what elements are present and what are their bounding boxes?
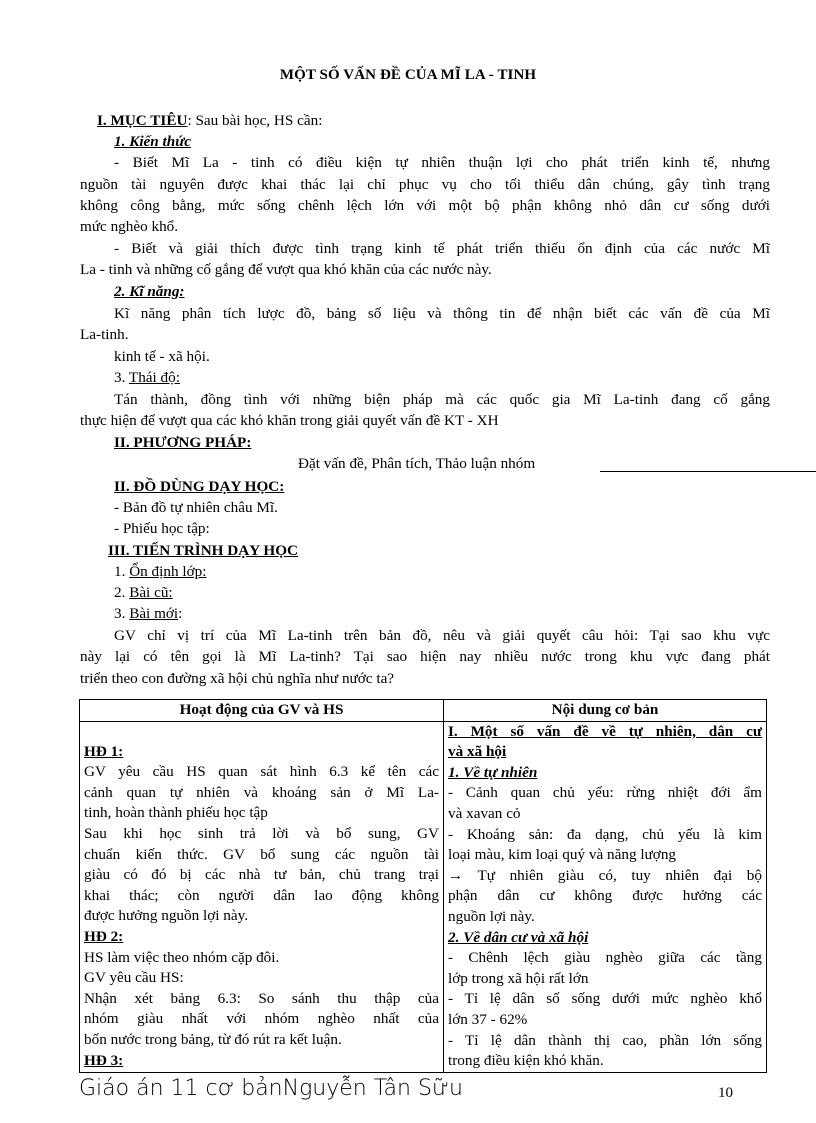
sub2-line: lớp trong xã hội rất lớn bbox=[448, 969, 589, 987]
table-row bbox=[80, 721, 767, 1072]
knowledge-p2-line-2: La - tinh và những cố gắng để vượt qua khó khăn của các nước này. bbox=[80, 261, 492, 278]
materials-item-1: - Bản đồ tự nhiên châu Mĩ. bbox=[114, 499, 278, 516]
hd1-line: giàu có đó bị các nhà tư bản, chủ trang trại bbox=[84, 866, 439, 884]
materials-heading-line bbox=[114, 476, 804, 497]
page-title: MỘT SỐ VẤN ĐỀ CỦA MĨ LA - TINH bbox=[279, 67, 537, 83]
knowledge-p1-line-3: không công bằng, mức sống chênh lệch lớn với một bộ phận không nhỏ dân cư sống dưới bbox=[80, 197, 770, 214]
sub1-line: - Cảnh quan chủ yếu: rừng nhiệt đới ẩm bbox=[448, 784, 762, 802]
method-text: Đặt vấn đề, Phân tích, Thảo luận nhóm bbox=[298, 455, 536, 472]
procedure-step-1 bbox=[114, 561, 804, 582]
procedure-step-1-label: Ổn định lớp: bbox=[129, 563, 207, 580]
knowledge-p2-line-1: - Biết và giải thích được tình trạng kinh tế phát triển thiếu ổn định của các nước Mĩ bbox=[114, 240, 770, 257]
procedure-intro-line-2: này lại có tên gọi là Mĩ La-tinh? Tại sao hiện nay nhiều nước trong khu vực đang phát bbox=[80, 648, 770, 665]
sub1-line: và xavan cỏ bbox=[448, 804, 521, 822]
procedure-step-1-num: 1. bbox=[114, 563, 130, 580]
section1-title-cont: và xã hội bbox=[448, 743, 507, 761]
hd1-line: GV yêu cầu HS quan sát hình 6.3 kể tên các bbox=[84, 763, 439, 781]
hd2-line: HS làm việc theo nhóm cặp đôi. bbox=[84, 948, 280, 966]
hd1-label: HĐ 1: bbox=[84, 742, 124, 760]
skills-line-2: La-tinh. bbox=[80, 326, 129, 343]
procedure-step-2-label: Bài cũ: bbox=[129, 584, 173, 601]
procedure-step-2 bbox=[114, 582, 804, 603]
method-heading-line bbox=[114, 432, 804, 453]
sub2-line: lớn 37 - 62% bbox=[448, 1010, 528, 1028]
page-number: 10 bbox=[718, 1085, 733, 1101]
skills-line-1: Kĩ năng phân tích lược đồ, bảng số liệu và thông tin để nhận biết các vấn đề của Mĩ bbox=[114, 305, 770, 322]
hd1-line: cảnh quan tự nhiên và khoáng sản ở Mĩ La- bbox=[84, 783, 439, 801]
hd1-line: chuẩn kiến thức. GV bổ sung các nguồn tài bbox=[84, 845, 439, 863]
materials-heading: II. ĐỒ DÙNG DẠY HỌC: bbox=[114, 478, 285, 495]
method-heading: II. PHƯƠNG PHÁP: bbox=[114, 434, 252, 451]
knowledge-heading-line bbox=[114, 131, 804, 152]
hd3-label: HĐ 3: bbox=[84, 1051, 124, 1069]
procedure-heading: III. TIẾN TRÌNH DẠY HỌC bbox=[108, 542, 299, 559]
hd2-line: nhóm giàu nhất với nhóm nghèo nhất của bbox=[84, 1010, 439, 1028]
skills-heading-line bbox=[114, 281, 804, 302]
skills-heading: 2. Kĩ năng: bbox=[114, 283, 185, 300]
skills-extra: kinh tế - xã hội. bbox=[114, 348, 210, 365]
knowledge-heading: 1. Kiến thức bbox=[114, 133, 192, 150]
knowledge-p1-line-1: - Biết Mĩ La - tinh có điều kiện tự nhiên thuận lợi cho phát triển kinh tế, nhưng bbox=[114, 154, 770, 171]
sub1-line: - Khoáng sản: đa dạng, chủ yếu là kim bbox=[448, 825, 762, 843]
attitude-heading-number: 3. bbox=[114, 369, 129, 386]
sub2-line: - Tỉ lệ dân thành thị cao, phần lớn sống bbox=[448, 1031, 762, 1049]
procedure-intro-line-3: triển theo con đường xã hội chủ nghĩa như nước ta? bbox=[80, 670, 395, 687]
knowledge-p1-line-4: mức nghèo khổ. bbox=[80, 218, 179, 235]
objectives-heading-line bbox=[97, 110, 787, 131]
procedure-step-3 bbox=[114, 603, 804, 624]
attitude-line-1: Tán thành, đồng tình với những biện pháp mà các quốc gia Mĩ La-tinh đang cố gắng bbox=[114, 391, 770, 408]
sub1-line: nguồn lợi này. bbox=[448, 907, 535, 925]
hd2-label: HĐ 2: bbox=[84, 927, 124, 945]
sub2-title: 2. Về dân cư và xã hội bbox=[448, 928, 589, 946]
method-fill-line bbox=[600, 471, 816, 472]
activities-cell bbox=[80, 721, 444, 1072]
knowledge-p1-line-2: nguồn tài nguyên được khai thác lại chỉ phục vụ cho tối thiểu dân chúng, gây tình trạng bbox=[80, 176, 770, 193]
procedure-step-3-num: 3. bbox=[114, 605, 130, 622]
sub1-line: loại màu, kim loại quý và năng lượng bbox=[448, 846, 677, 864]
footer-author: Giáo án 11 cơ bảnNguyễn Tân Sữu bbox=[79, 1076, 463, 1101]
objectives-heading: I. MỤC TIÊU bbox=[97, 112, 188, 129]
procedure-step-3-label: Bài mới bbox=[129, 605, 179, 622]
hd1-line: Sau khi học sinh trả lời và bổ sung, GV bbox=[84, 824, 439, 842]
section1-title: I. Một số vấn đề về tự nhiên, dân cư bbox=[448, 722, 762, 740]
hd1-line: được hưởng nguồn lợi này. bbox=[84, 907, 249, 925]
sub1-title: 1. Về tự nhiên bbox=[448, 763, 538, 781]
hd2-line: Nhận xét bảng 6.3: So sánh thu thập của bbox=[84, 989, 439, 1007]
content-cell bbox=[444, 721, 767, 1072]
sub1-line: → Tự nhiên giàu có, tuy nhiên đại bộ bbox=[448, 866, 762, 884]
attitude-line-2: thực hiện để vượt qua các khó khăn trong giải quyết vấn đề KT - XH bbox=[80, 412, 499, 429]
procedure-intro-line-1: GV chỉ vị trí của Mĩ La-tinh trên bản đồ, nêu và giải quyết câu hỏi: Tại sao khu vực bbox=[114, 627, 770, 644]
sub2-line: - Tỉ lệ dân số sống dưới mức nghèo khổ bbox=[448, 990, 762, 1008]
hd2-line: GV yêu cầu HS: bbox=[84, 969, 184, 987]
procedure-step-3-suffix: : bbox=[178, 605, 183, 622]
header-activities: Hoạt động của GV và HS bbox=[80, 700, 444, 722]
header-content: Nội dung cơ bản bbox=[444, 700, 767, 722]
procedure-heading-line bbox=[108, 540, 798, 561]
attitude-heading: Thái độ: bbox=[128, 369, 180, 386]
objectives-intro: : Sau bài học, HS cần: bbox=[187, 112, 323, 129]
activities-table bbox=[79, 699, 767, 1073]
sub1-line: phận dân cư không được hưởng các bbox=[448, 887, 762, 905]
hd1-line: khai thác; còn người dân lao động không bbox=[84, 886, 439, 904]
attitude-heading-line bbox=[114, 367, 804, 388]
hd2-line: bốn nước trong bảng, từ đó rút ra kết luận. bbox=[84, 1030, 342, 1048]
table-header-row bbox=[80, 700, 767, 722]
sub2-line: - Chênh lệch giàu nghèo giữa các tầng bbox=[448, 949, 762, 967]
hd1-line: tinh, hoàn thành phiếu học tập bbox=[84, 804, 268, 822]
sub2-line: trong điều kiện khó khăn. bbox=[448, 1052, 604, 1070]
procedure-step-2-num: 2. bbox=[114, 584, 130, 601]
materials-item-2: - Phiếu học tập: bbox=[114, 520, 210, 537]
